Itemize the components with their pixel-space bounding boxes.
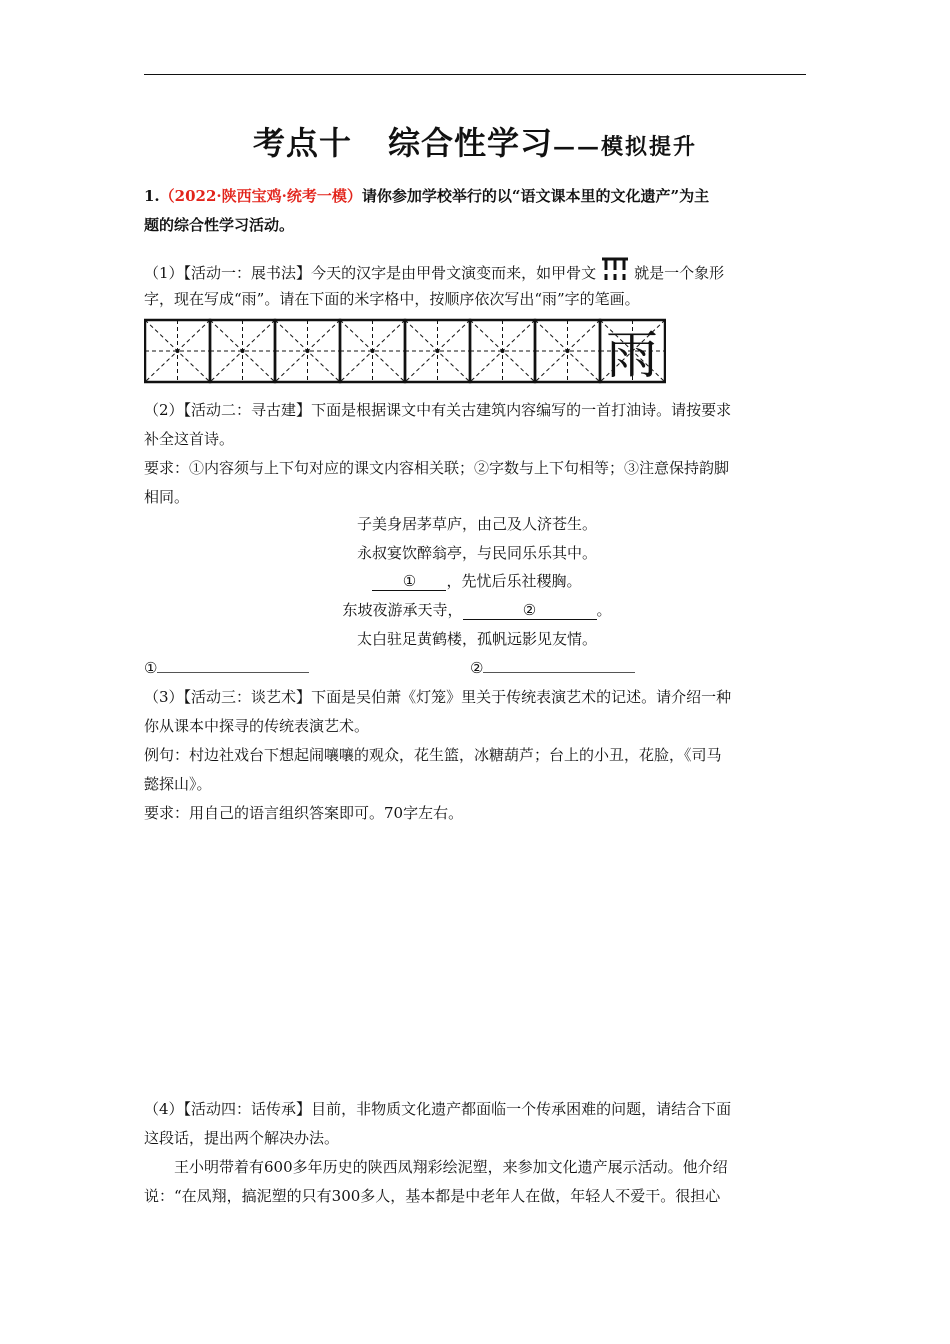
part4-line1: （4）【活动四：话传承】目前，非物质文化遗产都面临一个传承困难的问题，请结合下面: [144, 1100, 732, 1118]
part3-example-line1: 例句：村边社戏台下想起闹嚷嚷的观众，花生篮，冰糖葫芦；台上的小丑，花脸，《司马: [144, 746, 722, 764]
mizi-cell[interactable]: [340, 320, 405, 382]
part4-paragraph-line1: 王小明带着有600多年历史的陕西凤翔彩绘泥塑，来参加文化遗产展示活动。他介绍: [174, 1158, 728, 1176]
mizi-grid: [144, 318, 666, 384]
part3-requirement: 要求：用自己的语言组织答案即可。70字左右。: [144, 804, 464, 822]
mizi-cell[interactable]: [210, 320, 275, 382]
part4-line2: 这段话，提出两个解决办法。: [144, 1129, 340, 1147]
poem-line-3: ① ，先忧后乐社稷胸。: [144, 567, 810, 596]
title-sub: ——模拟提升: [553, 134, 698, 160]
title-topic: 综合性学习: [387, 124, 553, 162]
part3-activity: 【活动三：谈艺术】: [183, 688, 312, 706]
grid-char-rain: 雨: [605, 326, 659, 384]
part3-line1: （3）【活动三：谈艺术】下面是吴伯萧《灯笼》里关于传统表演艺术的记述。请介绍一种: [144, 688, 732, 706]
answer-line-1[interactable]: ①: [144, 657, 309, 679]
title-main: 考点十: [252, 124, 352, 162]
q1-intro-line1: 1.（2022·陕西宝鸡·统考一模）请你参加学校举行的以“语文课本里的文化遗产”为主: [144, 187, 710, 205]
part3-line2: 你从课本中探寻的传统表演艺术。: [144, 717, 370, 735]
part1-line1: （1）【活动一：展书法】今天的汉字是由甲骨文演变而来，如甲骨文 就是一个象形: [144, 256, 810, 288]
part1-line2: 字，现在写成“雨”。请在下面的米字格中，按顺序依次写出“雨”字的笔画。: [144, 290, 640, 308]
mizi-cell[interactable]: [405, 320, 470, 382]
poem-line-4: 东坡夜游承天寺， ② 。: [342, 601, 612, 619]
mizi-cell[interactable]: [145, 320, 210, 382]
poem-line-5: 太白驻足黄鹤楼，孤帆远影见友情。: [356, 630, 597, 648]
poem-blank-1: ①: [372, 572, 446, 591]
answer-line-2[interactable]: ②: [470, 657, 635, 679]
mizi-cell[interactable]: [470, 320, 535, 382]
mizi-cell[interactable]: [275, 320, 340, 382]
mizi-cell[interactable]: [535, 320, 600, 382]
part2-line2: 补全这首诗。: [144, 430, 235, 448]
page-title: [0, 118, 950, 164]
q1-number: 1.: [144, 187, 160, 205]
part2-requirement-line2: 相同。: [144, 488, 190, 506]
q1-source: （2022·陕西宝鸡·统考一模）: [159, 187, 362, 205]
part4-paragraph-line2: 说：“在凤翔，搞泥塑的只有300多人，基本都是中老年人在做，年轻人不爱干。很担心: [144, 1187, 721, 1205]
poem-line-2: 永叔宴饮醉翁亭，与民同乐乐其中。: [356, 544, 597, 562]
part2-activity: 【活动二：寻古建】: [183, 401, 312, 419]
oracle-bone-rain-icon: [598, 256, 632, 282]
part3-example-line2: 懿探山》。: [144, 775, 212, 793]
part2-line1: （2）【活动二：寻古建】下面是根据课文中有关古建筑内容编写的一首打油诗。请按要求: [144, 401, 732, 419]
q1-intro-line2: 题的综合性学习活动。: [144, 216, 295, 234]
part4-activity: 【活动四：话传承】: [183, 1100, 312, 1118]
poem-line-1: 子美身居茅草庐，由己及人济苍生。: [356, 515, 597, 533]
poem-blank-2: ②: [463, 601, 597, 620]
header-rule: [144, 74, 806, 75]
part1-activity: 【活动一：展书法】: [183, 264, 312, 282]
part2-requirement-line1: 要求：①内容须与上下句对应的课文内容相关联；②字数与上下句相等；③注意保持韵脚: [144, 459, 730, 477]
